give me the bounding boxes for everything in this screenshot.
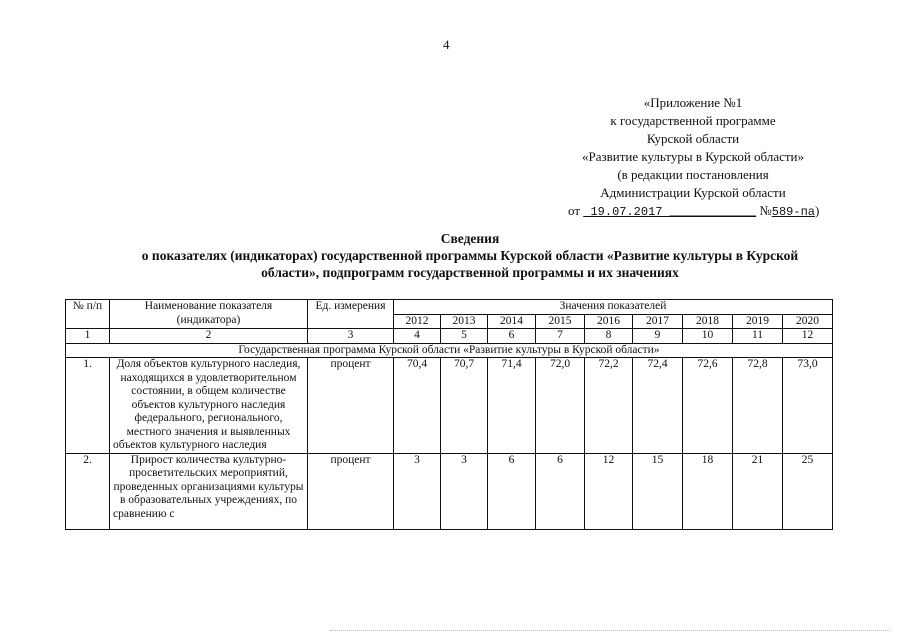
column-number: 12 xyxy=(783,329,833,344)
scan-artifact xyxy=(330,630,890,635)
year-header: 2017 xyxy=(633,314,683,329)
title-line: Сведения xyxy=(440,231,500,246)
appendix-line: к государственной программе xyxy=(610,113,776,128)
year-header: 2020 xyxy=(783,314,833,329)
value-cell: 25 xyxy=(783,453,833,529)
year-header: 2014 xyxy=(488,314,536,329)
value-cell: 12 xyxy=(585,453,633,529)
column-number: 11 xyxy=(733,329,783,344)
decree-number: 589-па xyxy=(771,205,815,219)
value-cell: 72,2 xyxy=(585,358,633,454)
value-cell: 72,4 xyxy=(633,358,683,454)
appendix-line: «Приложение №1 xyxy=(643,95,743,110)
table-row xyxy=(66,358,833,454)
value-cell: 18 xyxy=(683,453,733,529)
page-number: 4 xyxy=(443,37,450,52)
column-number: 5 xyxy=(441,329,488,344)
year-header: 2015 xyxy=(536,314,585,329)
column-numbers-row xyxy=(66,329,833,344)
column-number: 2 xyxy=(110,329,308,344)
indicator-name: Прирост количества культурно-просветительских мероприятий, проведенных организациями культуры в образовательных учреждениях, по сравнению с xyxy=(113,453,304,520)
indicator-name: Доля объектов культурного наследия, находящихся в удовлетворительном состоянии, в общем количестве объектов культурного наследия федерального, регионального, местного значения и выявленных объектов культурного наследия xyxy=(110,358,308,454)
column-number: 1 xyxy=(66,329,110,344)
decree-date: 19.07.2017 ____________ xyxy=(590,205,757,219)
row-number: 2. xyxy=(66,453,110,529)
value-cell: 71,4 xyxy=(488,358,536,454)
appendix-header xyxy=(548,94,838,221)
column-number: 3 xyxy=(308,329,394,344)
year-header: 2018 xyxy=(683,314,733,329)
value-cell: 73,0 xyxy=(783,358,833,454)
appendix-line: (в редакции постановления xyxy=(617,167,769,182)
column-number: 9 xyxy=(633,329,683,344)
indicators-table xyxy=(65,299,833,530)
decree-date-line xyxy=(548,202,838,221)
indicator-unit: процент xyxy=(308,453,394,529)
value-cell: 70,4 xyxy=(394,358,441,454)
year-header: 2019 xyxy=(733,314,783,329)
title-line: области», подпрограмм государственной программы и их значениях xyxy=(261,265,679,280)
title-line: о показателях (индикаторах) государственной программы Курской области «Развитие культуры в Курской xyxy=(141,248,799,263)
indicator-name-cell xyxy=(110,453,308,529)
value-cell: 70,7 xyxy=(441,358,488,454)
header-values: Значения показателей xyxy=(394,300,833,315)
column-number: 8 xyxy=(585,329,633,344)
column-number: 6 xyxy=(488,329,536,344)
appendix-line: Курской области xyxy=(646,131,740,146)
value-cell: 21 xyxy=(733,453,783,529)
from-prefix: от xyxy=(568,203,581,218)
column-number: 10 xyxy=(683,329,733,344)
table-row xyxy=(66,453,833,529)
value-cell: 6 xyxy=(488,453,536,529)
section-header: Государственная программа Курской области «Развитие культуры в Курской области» xyxy=(66,343,833,358)
closing-paren: ) xyxy=(814,203,820,218)
year-header: 2016 xyxy=(585,314,633,329)
document-title xyxy=(90,230,850,281)
column-number: 7 xyxy=(536,329,585,344)
value-cell: 72,0 xyxy=(536,358,585,454)
header-name: Наименование показателя (индикатора) xyxy=(110,300,308,329)
number-prefix: № xyxy=(759,203,772,218)
value-cell: 3 xyxy=(394,453,441,529)
header-unit: Ед. измерения xyxy=(308,300,394,329)
row-number: 1. xyxy=(66,358,110,454)
value-cell: 72,6 xyxy=(683,358,733,454)
column-number: 4 xyxy=(394,329,441,344)
appendix-line: «Развитие культуры в Курской области» xyxy=(581,149,805,164)
value-cell: 6 xyxy=(536,453,585,529)
year-header: 2013 xyxy=(441,314,488,329)
indicator-unit: процент xyxy=(308,358,394,454)
appendix-line: Администрации Курской области xyxy=(600,185,786,200)
year-header: 2012 xyxy=(394,314,441,329)
value-cell: 72,8 xyxy=(733,358,783,454)
header-no: № п/п xyxy=(66,300,110,329)
value-cell: 3 xyxy=(441,453,488,529)
value-cell: 15 xyxy=(633,453,683,529)
